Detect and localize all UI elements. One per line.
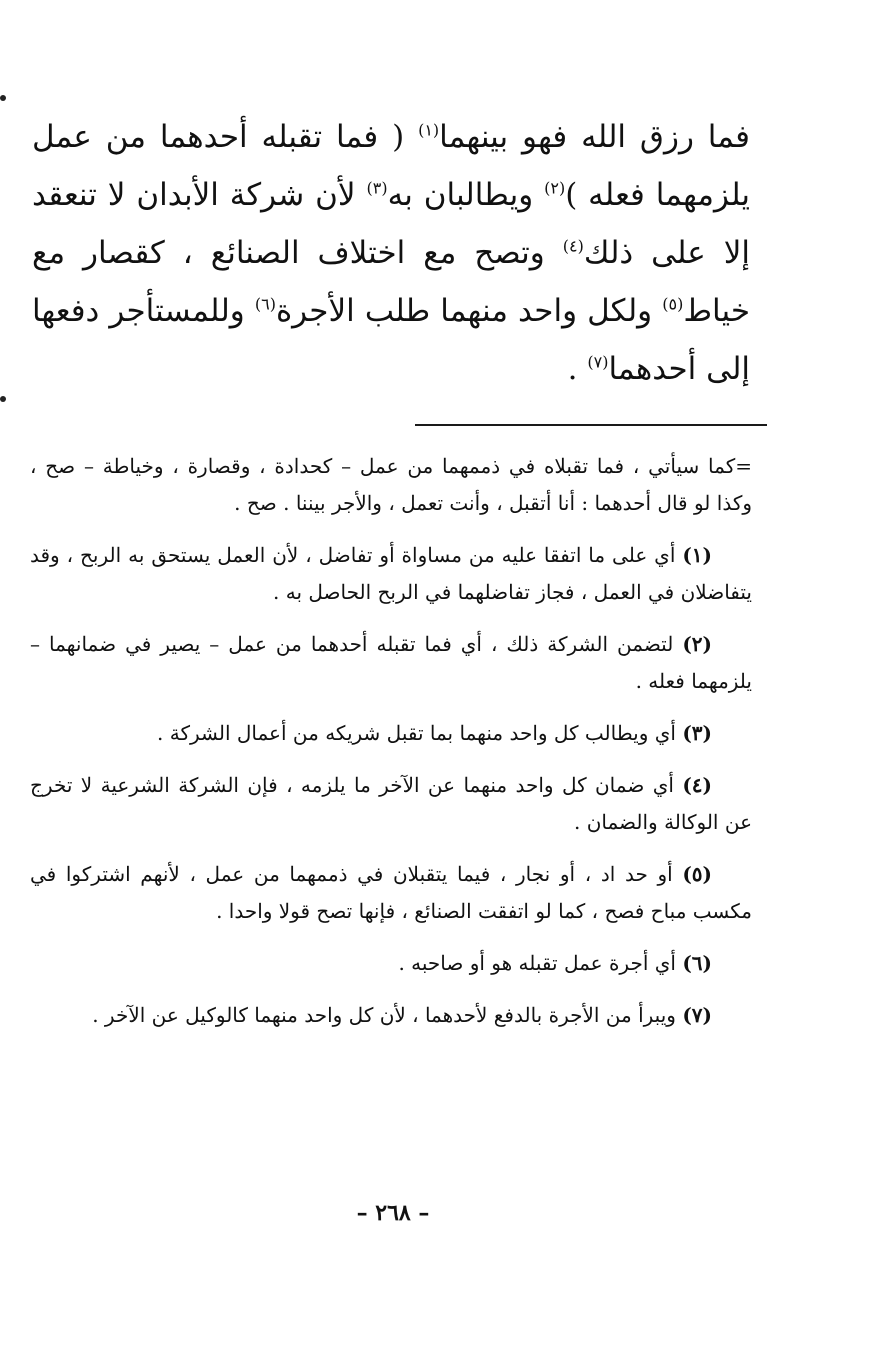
footnote-text: لتضمن الشركة ذلك ، أي فما تقبله أحدهما من عمل – يصير في ضمانهما – يلزمهما فعله . xyxy=(30,632,752,693)
footnote-ref: (٦) xyxy=(254,294,276,314)
footnote-text: ويبرأ من الأجرة بالدفع لأحدهما ، لأن كل واحد منهما كالوكيل عن الآخر . xyxy=(92,1003,676,1027)
main-text xyxy=(32,108,750,398)
footnote-item xyxy=(30,626,752,700)
footnote-text: أو حد اد ، أو نجار ، فيما يتقبلان في ذممهما من عمل ، لأنهم اشتركوا في مكسب مباح فصح ، كما لو اتفقت الصنائع ، فإنها تصح قولا واحدا . xyxy=(30,862,752,923)
footnote-ref: (٥) xyxy=(662,294,684,314)
footnote-ref: (١) xyxy=(418,120,440,140)
main-segment: ولكل واحد منهما طلب الأجرة xyxy=(275,293,653,329)
margin-mark xyxy=(0,95,6,101)
footnote-item xyxy=(30,715,752,752)
main-segment: وللمستأجر دفعها إلى أحدهما xyxy=(32,293,750,387)
footnote-ref: (٧) xyxy=(587,352,609,372)
footnote-continuation: =كما سيأتي ، فما تقبلاه في ذممهما من عمل – كحدادة ، وقصارة ، وخياطة – صح ، وكذا لو قال أحدهما : أنا أتقبل ، وأنت تعمل ، والأجر بيننا . صح . xyxy=(30,454,752,515)
margin-mark xyxy=(0,396,6,402)
footnote-ref: (٢) xyxy=(544,178,566,198)
footnote-number: (٤) xyxy=(682,773,712,797)
main-segment: فما رزق الله فهو بينهما xyxy=(439,119,750,155)
footnote-number: (٧) xyxy=(682,1003,712,1027)
footnote-text: أي أجرة عمل تقبله هو أو صاحبه . xyxy=(398,951,676,975)
footnote-number: (٢) xyxy=(682,632,712,656)
footnote-text: أي ويطالب كل واحد منهما بما تقبل شريكه من أعمال الشركة . xyxy=(157,721,676,745)
footnote-item xyxy=(30,537,752,611)
footnote-text: أي ضمان كل واحد منهما عن الآخر ما يلزمه ، فإن الشركة الشرعية لا تخرج عن الوكالة والضمان . xyxy=(30,773,752,834)
footnote-item xyxy=(30,856,752,930)
footnote-text: أي على ما اتفقا عليه من مساواة أو تفاضل ، لأن العمل يستحق به الربح ، وقد يتفاضلان في العمل ، فجاز تفاضلهما في الربح الحاصل به . xyxy=(30,543,752,604)
footnote-ref: (٤) xyxy=(562,236,584,256)
main-paragraph xyxy=(32,108,750,398)
footnote-item xyxy=(30,997,752,1034)
main-segment: لأن شركة الأبدان لا تنعقد إلا على ذلك xyxy=(32,177,750,271)
footnotes xyxy=(30,448,752,1049)
footnote-item xyxy=(30,945,752,982)
main-segment: ( فما تقبله أحدهما من عمل يلزمهما فعله ) xyxy=(32,119,750,213)
main-segment: ويطالبان به xyxy=(387,177,534,213)
footnote-number: (٣) xyxy=(682,721,712,745)
footnote-ref: (٣) xyxy=(366,178,388,198)
footnote-separator xyxy=(415,424,767,426)
page-number: – ٢٦٨ – xyxy=(356,1200,430,1226)
footnote-number: (٥) xyxy=(682,862,713,886)
main-segment: . xyxy=(567,351,578,387)
footnote-item xyxy=(30,767,752,841)
footnote-number: (١) xyxy=(682,543,713,567)
footnote-number: (٦) xyxy=(682,951,712,975)
main-segment: وتصح مع اختلاف الصنائع ، كقصار مع خياط xyxy=(32,235,750,329)
